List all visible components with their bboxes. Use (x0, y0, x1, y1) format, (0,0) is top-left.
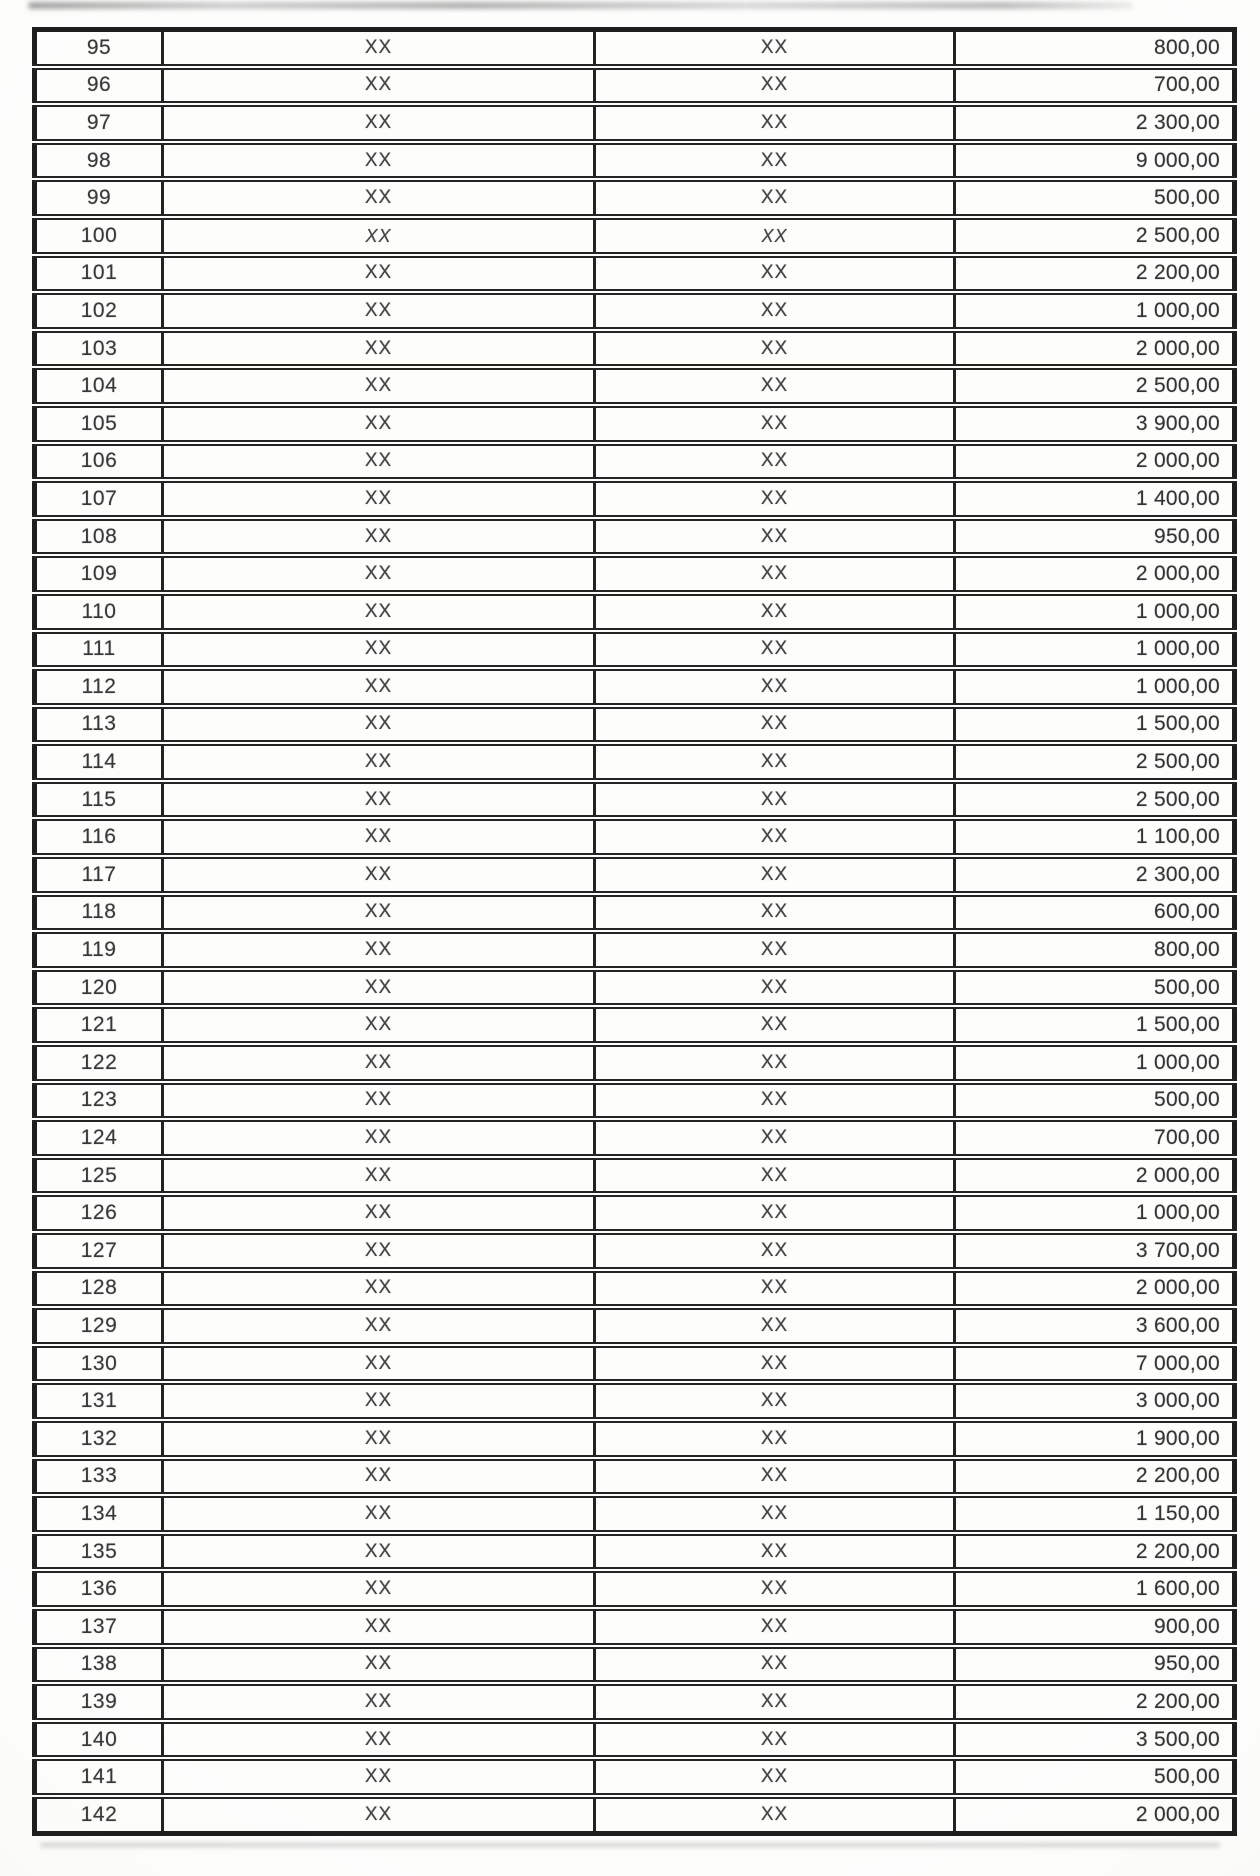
row-number-cell: 115 (35, 781, 163, 819)
table-row (35, 1157, 1235, 1195)
placeholder-cell-2: XX (595, 894, 955, 932)
amount-cell: 1 500,00 (955, 1006, 1235, 1044)
placeholder-cell-2: XX (595, 1683, 955, 1721)
table-row (35, 1307, 1235, 1345)
placeholder-cell-2: XX (595, 1758, 955, 1796)
amount-cell: 500,00 (955, 1758, 1235, 1796)
table-row (35, 292, 1235, 330)
row-number-cell: 138 (35, 1646, 163, 1684)
placeholder-cell-1: XX (163, 1082, 595, 1120)
table-row (35, 931, 1235, 969)
placeholder-cell-2: XX (595, 931, 955, 969)
table-row (35, 67, 1235, 105)
placeholder-cell-1: XX (163, 706, 595, 744)
placeholder-cell-1: XX (163, 781, 595, 819)
row-number-cell: 130 (35, 1345, 163, 1383)
row-number-cell: 113 (35, 706, 163, 744)
placeholder-cell-1: XX (163, 1420, 595, 1458)
placeholder-cell-1: XX (163, 931, 595, 969)
row-number-cell: 110 (35, 593, 163, 631)
placeholder-cell-1: XX (163, 631, 595, 669)
amount-cell: 3 000,00 (955, 1382, 1235, 1420)
placeholder-cell-1: XX (163, 1157, 595, 1195)
table-row (35, 1044, 1235, 1082)
placeholder-cell-1: XX (163, 292, 595, 330)
row-number-cell: 103 (35, 330, 163, 368)
placeholder-cell-2: XX (595, 1533, 955, 1571)
row-number-cell: 121 (35, 1006, 163, 1044)
row-number-cell: 98 (35, 142, 163, 180)
scan-artifact-bottom (40, 1843, 1220, 1847)
row-number-cell: 131 (35, 1382, 163, 1420)
amount-cell: 2 000,00 (955, 1270, 1235, 1308)
placeholder-cell-2: XX (595, 179, 955, 217)
table-row (35, 1646, 1235, 1684)
placeholder-cell-2: XX (595, 1082, 955, 1120)
table-body (35, 30, 1235, 1834)
placeholder-cell-2: XX (595, 1232, 955, 1270)
row-number-cell: 128 (35, 1270, 163, 1308)
row-number-cell: 97 (35, 104, 163, 142)
placeholder-cell-2: XX (595, 1006, 955, 1044)
table-row (35, 217, 1235, 255)
table-row (35, 1382, 1235, 1420)
table-row (35, 1533, 1235, 1571)
placeholder-cell-1: XX (163, 1006, 595, 1044)
row-number-cell: 101 (35, 255, 163, 293)
table-row (35, 1194, 1235, 1232)
amount-cell: 7 000,00 (955, 1345, 1235, 1383)
table-row (35, 480, 1235, 518)
table-row (35, 1006, 1235, 1044)
placeholder-cell-2: XX (595, 555, 955, 593)
placeholder-cell-1: XX (163, 142, 595, 180)
placeholder-cell-1: XX (163, 555, 595, 593)
row-number-cell: 119 (35, 931, 163, 969)
placeholder-cell-1: XX (163, 1270, 595, 1308)
row-number-cell: 125 (35, 1157, 163, 1195)
placeholder-cell-2: XX (595, 405, 955, 443)
placeholder-cell-1: XX (163, 1382, 595, 1420)
amount-cell: 2 500,00 (955, 781, 1235, 819)
row-number-cell: 132 (35, 1420, 163, 1458)
placeholder-cell-2: XX (595, 1345, 955, 1383)
placeholder-cell-2: XX (595, 518, 955, 556)
row-number-cell: 106 (35, 443, 163, 481)
placeholder-cell-1: XX (163, 1533, 595, 1571)
placeholder-cell-1: XX (163, 1796, 595, 1833)
amount-cell: 2 200,00 (955, 255, 1235, 293)
placeholder-cell-1: XX (163, 969, 595, 1007)
placeholder-cell-2: XX (595, 255, 955, 293)
table-row (35, 593, 1235, 631)
amount-cell: 1 000,00 (955, 1194, 1235, 1232)
table-row (35, 1458, 1235, 1496)
row-number-cell: 123 (35, 1082, 163, 1120)
placeholder-cell-2: XX (595, 67, 955, 105)
placeholder-cell-2: XX (595, 1307, 955, 1345)
table-row (35, 555, 1235, 593)
amount-cell: 950,00 (955, 518, 1235, 556)
row-number-cell: 99 (35, 179, 163, 217)
amount-cell: 9 000,00 (955, 142, 1235, 180)
row-number-cell: 133 (35, 1458, 163, 1496)
placeholder-cell-2: XX (595, 856, 955, 894)
amount-cell: 1 400,00 (955, 480, 1235, 518)
placeholder-cell-2: XX (595, 30, 955, 67)
table-row (35, 518, 1235, 556)
row-number-cell: 127 (35, 1232, 163, 1270)
placeholder-cell-1: XX (163, 179, 595, 217)
placeholder-cell-1: XX (163, 443, 595, 481)
row-number-cell: 104 (35, 367, 163, 405)
amount-cell: 500,00 (955, 179, 1235, 217)
amount-cell: 1 000,00 (955, 668, 1235, 706)
placeholder-cell-1: XX (163, 1119, 595, 1157)
placeholder-cell-2: XX (595, 1044, 955, 1082)
amount-cell: 700,00 (955, 67, 1235, 105)
amount-cell: 1 900,00 (955, 1420, 1235, 1458)
placeholder-cell-1: XX (163, 1044, 595, 1082)
placeholder-cell-1: XX (163, 1345, 595, 1383)
amount-cell: 2 300,00 (955, 104, 1235, 142)
placeholder-cell-1: XX (163, 856, 595, 894)
placeholder-cell-1: XX (163, 1307, 595, 1345)
placeholder-cell-2: XX (595, 668, 955, 706)
placeholder-cell-2: XX (595, 367, 955, 405)
placeholder-cell-2: XX (595, 631, 955, 669)
placeholder-cell-1: XX (163, 818, 595, 856)
placeholder-cell-2: XX (595, 1119, 955, 1157)
amounts-table (32, 27, 1237, 1836)
amount-cell: 2 200,00 (955, 1533, 1235, 1571)
table-row (35, 818, 1235, 856)
row-number-cell: 120 (35, 969, 163, 1007)
row-number-cell: 122 (35, 1044, 163, 1082)
placeholder-cell-2: XX (595, 1458, 955, 1496)
placeholder-cell-2: XX (595, 1270, 955, 1308)
placeholder-cell-2: XX (595, 292, 955, 330)
amount-cell: 600,00 (955, 894, 1235, 932)
amount-cell: 700,00 (955, 1119, 1235, 1157)
placeholder-cell-2: XX (595, 1382, 955, 1420)
row-number-cell: 124 (35, 1119, 163, 1157)
placeholder-cell-1: XX (163, 1495, 595, 1533)
row-number-cell: 137 (35, 1608, 163, 1646)
table-row (35, 104, 1235, 142)
amount-cell: 2 000,00 (955, 443, 1235, 481)
table-row (35, 1119, 1235, 1157)
placeholder-cell-2: XX (595, 1495, 955, 1533)
amount-cell: 2 000,00 (955, 330, 1235, 368)
placeholder-cell-1: XX (163, 518, 595, 556)
amount-cell: 1 000,00 (955, 593, 1235, 631)
amount-cell: 1 000,00 (955, 631, 1235, 669)
amount-cell: 1 000,00 (955, 1044, 1235, 1082)
placeholder-cell-2: XX (595, 1570, 955, 1608)
placeholder-cell-1: XX (163, 894, 595, 932)
table-row (35, 1270, 1235, 1308)
scan-artifact-top (28, 2, 1133, 9)
table-row (35, 856, 1235, 894)
table-row (35, 631, 1235, 669)
table-row (35, 894, 1235, 932)
table-row (35, 1721, 1235, 1759)
placeholder-cell-1: XX (163, 255, 595, 293)
placeholder-cell-1: XX (163, 480, 595, 518)
placeholder-cell-1: XX (163, 1570, 595, 1608)
row-number-cell: 114 (35, 743, 163, 781)
placeholder-cell-1: XX (163, 330, 595, 368)
table-row (35, 1683, 1235, 1721)
placeholder-cell-1: XX (163, 1608, 595, 1646)
row-number-cell: 100 (35, 217, 163, 255)
amount-cell: 2 000,00 (955, 1157, 1235, 1195)
amount-cell: 3 600,00 (955, 1307, 1235, 1345)
placeholder-cell-1: XX (163, 217, 595, 255)
amount-cell: 1 100,00 (955, 818, 1235, 856)
row-number-cell: 107 (35, 480, 163, 518)
amount-cell: 2 000,00 (955, 1796, 1235, 1833)
amount-cell: 2 200,00 (955, 1683, 1235, 1721)
amount-cell: 500,00 (955, 1082, 1235, 1120)
placeholder-cell-2: XX (595, 1157, 955, 1195)
row-number-cell: 105 (35, 405, 163, 443)
amount-cell: 500,00 (955, 969, 1235, 1007)
placeholder-cell-2: XX (595, 1796, 955, 1833)
table-row (35, 1082, 1235, 1120)
placeholder-cell-1: XX (163, 1646, 595, 1684)
placeholder-cell-2: XX (595, 217, 955, 255)
amount-cell: 900,00 (955, 1608, 1235, 1646)
placeholder-cell-1: XX (163, 1721, 595, 1759)
placeholder-cell-2: XX (595, 593, 955, 631)
row-number-cell: 136 (35, 1570, 163, 1608)
placeholder-cell-2: XX (595, 1721, 955, 1759)
placeholder-cell-1: XX (163, 104, 595, 142)
placeholder-cell-2: XX (595, 443, 955, 481)
amount-cell: 3 900,00 (955, 405, 1235, 443)
amount-cell: 3 700,00 (955, 1232, 1235, 1270)
amount-cell: 800,00 (955, 30, 1235, 67)
amount-cell: 2 500,00 (955, 743, 1235, 781)
placeholder-cell-1: XX (163, 1683, 595, 1721)
placeholder-cell-1: XX (163, 30, 595, 67)
placeholder-cell-2: XX (595, 330, 955, 368)
row-number-cell: 134 (35, 1495, 163, 1533)
placeholder-cell-1: XX (163, 593, 595, 631)
table-row (35, 743, 1235, 781)
amount-cell: 1 150,00 (955, 1495, 1235, 1533)
amount-cell: 1 500,00 (955, 706, 1235, 744)
amount-cell: 2 500,00 (955, 217, 1235, 255)
row-number-cell: 112 (35, 668, 163, 706)
table-row (35, 30, 1235, 67)
amount-cell: 2 000,00 (955, 555, 1235, 593)
row-number-cell: 116 (35, 818, 163, 856)
table-row (35, 1570, 1235, 1608)
table-row (35, 1608, 1235, 1646)
row-number-cell: 141 (35, 1758, 163, 1796)
amount-cell: 2 200,00 (955, 1458, 1235, 1496)
row-number-cell: 118 (35, 894, 163, 932)
table-row (35, 443, 1235, 481)
placeholder-cell-1: XX (163, 67, 595, 105)
amount-cell: 3 500,00 (955, 1721, 1235, 1759)
amount-cell: 2 300,00 (955, 856, 1235, 894)
placeholder-cell-2: XX (595, 969, 955, 1007)
placeholder-cell-1: XX (163, 1194, 595, 1232)
table-row (35, 1420, 1235, 1458)
placeholder-cell-1: XX (163, 1232, 595, 1270)
placeholder-cell-1: XX (163, 743, 595, 781)
placeholder-cell-2: XX (595, 104, 955, 142)
placeholder-cell-2: XX (595, 706, 955, 744)
row-number-cell: 126 (35, 1194, 163, 1232)
row-number-cell: 95 (35, 30, 163, 67)
row-number-cell: 139 (35, 1683, 163, 1721)
row-number-cell: 135 (35, 1533, 163, 1571)
row-number-cell: 142 (35, 1796, 163, 1833)
table-row (35, 179, 1235, 217)
placeholder-cell-1: XX (163, 1458, 595, 1496)
amount-cell: 1 600,00 (955, 1570, 1235, 1608)
table-row (35, 142, 1235, 180)
row-number-cell: 96 (35, 67, 163, 105)
amount-cell: 2 500,00 (955, 367, 1235, 405)
amount-cell: 950,00 (955, 1646, 1235, 1684)
placeholder-cell-2: XX (595, 1608, 955, 1646)
placeholder-cell-1: XX (163, 405, 595, 443)
row-number-cell: 102 (35, 292, 163, 330)
row-number-cell: 109 (35, 555, 163, 593)
amount-cell: 800,00 (955, 931, 1235, 969)
table-row (35, 781, 1235, 819)
table-row (35, 969, 1235, 1007)
placeholder-cell-2: XX (595, 781, 955, 819)
table-row (35, 706, 1235, 744)
amount-cell: 1 000,00 (955, 292, 1235, 330)
table-row (35, 1758, 1235, 1796)
row-number-cell: 108 (35, 518, 163, 556)
placeholder-cell-2: XX (595, 743, 955, 781)
placeholder-cell-2: XX (595, 818, 955, 856)
table-row (35, 255, 1235, 293)
table-row (35, 367, 1235, 405)
table-row (35, 1495, 1235, 1533)
placeholder-cell-1: XX (163, 1758, 595, 1796)
placeholder-cell-2: XX (595, 480, 955, 518)
row-number-cell: 140 (35, 1721, 163, 1759)
row-number-cell: 111 (35, 631, 163, 669)
placeholder-cell-2: XX (595, 1420, 955, 1458)
table-row (35, 405, 1235, 443)
table-row (35, 330, 1235, 368)
table-row (35, 668, 1235, 706)
table-row (35, 1345, 1235, 1383)
placeholder-cell-1: XX (163, 367, 595, 405)
row-number-cell: 129 (35, 1307, 163, 1345)
table-row (35, 1232, 1235, 1270)
placeholder-cell-2: XX (595, 1194, 955, 1232)
placeholder-cell-2: XX (595, 142, 955, 180)
row-number-cell: 117 (35, 856, 163, 894)
placeholder-cell-2: XX (595, 1646, 955, 1684)
table-row (35, 1796, 1235, 1833)
placeholder-cell-1: XX (163, 668, 595, 706)
